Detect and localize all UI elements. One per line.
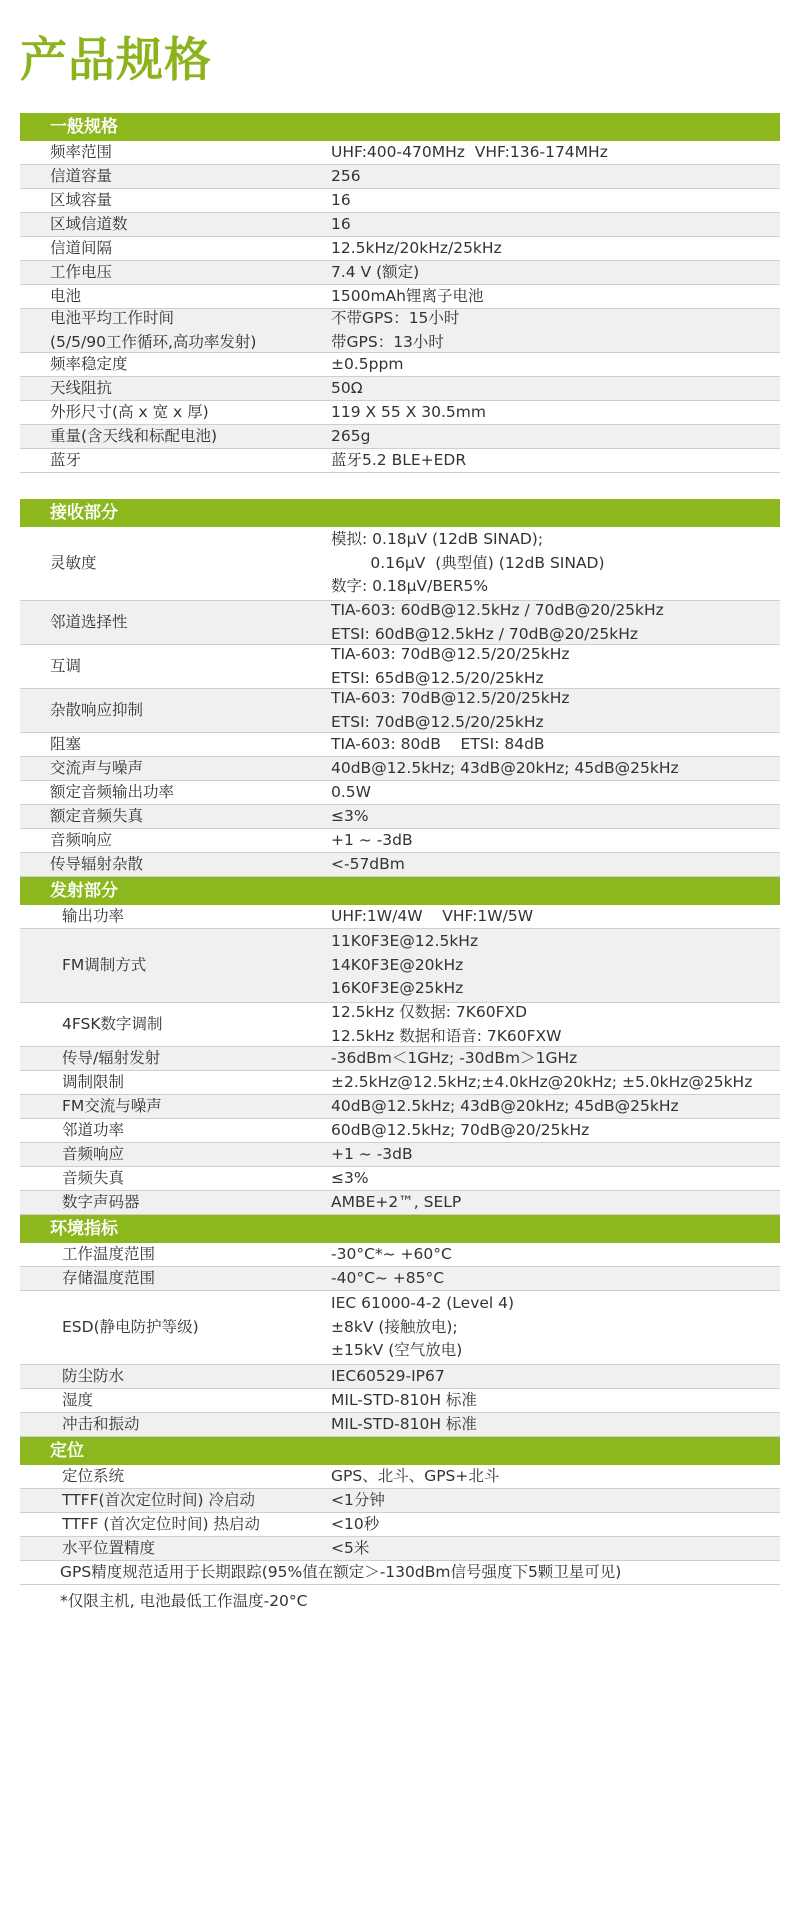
spec-value-line: 16K0F3E@25kHz	[331, 979, 464, 998]
spec-row	[20, 1291, 780, 1365]
spec-row	[20, 805, 780, 829]
spec-value-line: ±8kV (接触放电);	[331, 1317, 458, 1336]
spec-value	[331, 165, 780, 189]
spec-label	[20, 1243, 331, 1267]
spec-label-line: 音频响应	[62, 1144, 125, 1163]
spec-value-line: <-57dBm	[331, 854, 405, 873]
spec-label-line: 电池	[50, 286, 82, 305]
spec-label	[20, 1316, 331, 1340]
spec-value	[331, 1191, 780, 1215]
spec-value	[331, 733, 780, 757]
spec-value	[331, 930, 780, 1001]
spec-value-line: -36dBm＜1GHz; -30dBm＞1GHz	[331, 1048, 578, 1067]
spec-row	[20, 189, 780, 213]
spec-value	[331, 1267, 780, 1291]
spec-label	[20, 1413, 331, 1437]
spec-value	[331, 353, 780, 377]
spec-value-line: 蓝牙5.2 BLE+EDR	[331, 450, 467, 469]
spec-label	[20, 1013, 331, 1037]
spec-value-line: -40°C~ +85°C	[331, 1268, 445, 1287]
spec-value-line: MIL-STD-810H 标准	[331, 1390, 477, 1409]
spec-label	[20, 829, 331, 853]
spec-label-line: 信道容量	[50, 166, 113, 185]
spec-value	[331, 1489, 780, 1513]
spec-label	[20, 237, 331, 261]
spec-value-line: 数字: 0.18μV/BER5%	[331, 577, 489, 596]
spec-label-line: 输出功率	[62, 906, 125, 925]
section-header: 环境指标	[20, 1215, 780, 1243]
spec-label	[20, 1537, 331, 1561]
spec-label-line: 电池平均工作时间	[50, 309, 175, 327]
spec-value	[331, 189, 780, 213]
spec-label	[20, 377, 331, 401]
spec-row	[20, 1047, 780, 1071]
spec-value-line: 14K0F3E@20kHz	[331, 955, 464, 974]
spec-label-line: TTFF(首次定位时间) 冷启动	[62, 1490, 256, 1509]
spec-value	[331, 1465, 780, 1489]
spec-row	[20, 449, 780, 473]
spec-value-line: IEC60529-IP67	[331, 1366, 445, 1385]
spec-row	[20, 377, 780, 401]
spec-row	[20, 829, 780, 853]
spec-value	[331, 1537, 780, 1561]
spec-label	[20, 165, 331, 189]
spec-row	[20, 165, 780, 189]
spec-value	[331, 1095, 780, 1119]
spec-value-line: 40dB@12.5kHz; 43dB@20kHz; 45dB@25kHz	[331, 1096, 679, 1115]
spec-value-line: 16	[331, 190, 351, 209]
spec-label-line: 调制限制	[62, 1072, 125, 1091]
spec-label-line: 传导/辐射发射	[62, 1048, 161, 1067]
spec-label	[20, 261, 331, 285]
spec-row	[20, 1267, 780, 1291]
spec-value-line: ≤3%	[331, 1168, 369, 1187]
spec-label-line: 4FSK数字调制	[62, 1014, 163, 1033]
footnote: *仅限主机, 电池最低工作温度-20°C	[60, 1592, 308, 1610]
spec-row	[20, 1095, 780, 1119]
spec-value	[331, 643, 780, 690]
spec-label	[20, 1489, 331, 1513]
spec-label	[20, 1513, 331, 1537]
spec-value-line: TIA-603: 70dB@12.5/20/25kHz	[331, 645, 570, 663]
spec-row	[20, 1513, 780, 1537]
spec-value-line: <10秒	[331, 1514, 380, 1533]
spec-value-line: MIL-STD-810H 标准	[331, 1414, 477, 1433]
spec-value-line: TIA-603: 60dB@12.5kHz / 70dB@20/25kHz	[331, 601, 664, 619]
spec-label	[20, 1167, 331, 1191]
spec-label	[20, 213, 331, 237]
spec-label	[20, 1267, 331, 1291]
spec-value	[331, 905, 780, 929]
spec-label	[20, 1143, 331, 1167]
spec-label	[20, 1071, 331, 1095]
spec-label-line: 频率范围	[50, 142, 113, 161]
spec-value-line: ETSI: 70dB@12.5/20/25kHz	[331, 712, 544, 731]
spec-value-line: ETSI: 60dB@12.5kHz / 70dB@20/25kHz	[331, 624, 639, 643]
spec-label	[20, 401, 331, 425]
spec-value-line: GPS、北斗、GPS+北斗	[331, 1466, 500, 1485]
spec-label-line: 邻道选择性	[50, 612, 128, 631]
spec-row	[20, 1071, 780, 1095]
spec-value-line: 40dB@12.5kHz; 43dB@20kHz; 45dB@25kHz	[331, 758, 679, 777]
spec-label	[20, 954, 331, 978]
spec-value	[331, 1071, 780, 1095]
spec-label	[20, 353, 331, 377]
spec-value-line: ±15kV (空气放电)	[331, 1341, 463, 1360]
spec-value-line: 119 X 55 X 30.5mm	[331, 402, 486, 421]
spec-value-line: 16	[331, 214, 351, 233]
spec-value-line: +1 ~ -3dB	[331, 1144, 413, 1163]
spec-value-line: <1分钟	[331, 1490, 385, 1509]
spec-value-line: AMBE+2™, SELP	[331, 1192, 462, 1211]
spec-value	[331, 599, 780, 646]
spec-value-line: 模拟: 0.18μV (12dB SINAD);	[331, 530, 544, 549]
spec-row	[20, 929, 780, 1003]
spec-value	[331, 449, 780, 473]
spec-label	[20, 757, 331, 781]
spec-value	[331, 757, 780, 781]
spec-value	[331, 1143, 780, 1167]
spec-row	[20, 905, 780, 929]
spec-value-line: 50Ω	[331, 378, 363, 397]
spec-value	[331, 261, 780, 285]
spec-label	[20, 425, 331, 449]
spec-value-line: UHF:1W/4W VHF:1W/5W	[331, 906, 534, 925]
spec-label	[20, 285, 331, 309]
spec-value	[331, 805, 780, 829]
spec-value-line: 7.4 V (额定)	[331, 262, 420, 281]
spec-label-line: 杂散响应抑制	[50, 700, 144, 719]
spec-label	[20, 1365, 331, 1389]
spec-row	[20, 689, 780, 733]
section-spacer	[20, 473, 780, 499]
page-title: 产品规格	[20, 33, 212, 88]
spec-label	[20, 189, 331, 213]
spec-value	[331, 401, 780, 425]
spec-value-line: TIA-603: 70dB@12.5/20/25kHz	[331, 689, 570, 707]
spec-value-line: ±0.5ppm	[331, 354, 404, 373]
spec-label	[20, 1191, 331, 1215]
spec-label-line: 冲击和振动	[62, 1414, 140, 1433]
spec-value-line: 12.5kHz/20kHz/25kHz	[331, 238, 502, 257]
spec-label	[20, 1119, 331, 1143]
spec-row	[20, 237, 780, 261]
spec-row	[20, 1119, 780, 1143]
spec-label	[20, 853, 331, 877]
spec-label-line: 额定音频失真	[50, 806, 144, 825]
spec-label-line: 定位系统	[62, 1466, 125, 1485]
spec-value	[331, 307, 780, 354]
spec-label-line: FM交流与噪声	[62, 1096, 162, 1115]
spec-value-line: +1 ~ -3dB	[331, 830, 413, 849]
spec-label-line: ESD(静电防护等级)	[62, 1317, 199, 1336]
spec-value	[331, 237, 780, 261]
spec-row	[20, 261, 780, 285]
spec-label	[20, 781, 331, 805]
spec-label	[20, 655, 331, 679]
spec-value-line: 11K0F3E@12.5kHz	[331, 932, 479, 951]
spec-value-line: ±2.5kHz@12.5kHz;±4.0kHz@20kHz; ±5.0kHz@25kHz	[331, 1072, 753, 1091]
spec-value-line: <5米	[331, 1538, 370, 1557]
spec-value	[331, 687, 780, 734]
spec-row	[20, 601, 780, 645]
spec-row	[20, 141, 780, 165]
spec-value	[331, 1292, 780, 1363]
spec-value-line: 12.5kHz 数据和语音: 7K60FXW	[331, 1026, 562, 1045]
spec-row	[20, 645, 780, 689]
spec-value-line: -30°C*~ +60°C	[331, 1244, 452, 1263]
section-header: 定位	[20, 1437, 780, 1465]
spec-value	[331, 1413, 780, 1437]
spec-value-line: 256	[331, 166, 361, 185]
spec-row	[20, 1413, 780, 1437]
section-header: 接收部分	[20, 499, 780, 527]
spec-label-line: 区域容量	[50, 190, 113, 209]
spec-value-line: 不带GPS：15小时	[331, 309, 460, 327]
spec-label-line: 额定音频输出功率	[50, 782, 175, 801]
spec-label-line: 水平位置精度	[62, 1538, 156, 1557]
spec-value	[331, 1119, 780, 1143]
spec-label-line: 外形尺寸(高 x 宽 x 厚)	[50, 402, 209, 421]
spec-row	[20, 1365, 780, 1389]
spec-row	[20, 1167, 780, 1191]
spec-value	[331, 1389, 780, 1413]
spec-value-line: ETSI: 65dB@12.5/20/25kHz	[331, 668, 544, 687]
section-header: 一般规格	[20, 113, 780, 141]
spec-label-line: 阻塞	[50, 734, 82, 753]
spec-value	[331, 377, 780, 401]
spec-row	[20, 757, 780, 781]
spec-label-line: 传导辐射杂散	[50, 854, 144, 873]
spec-row	[20, 781, 780, 805]
spec-row	[20, 1389, 780, 1413]
spec-row	[20, 285, 780, 309]
spec-label	[20, 141, 331, 165]
spec-value-line: 带GPS：13小时	[331, 332, 444, 351]
spec-row	[20, 1489, 780, 1513]
spec-row	[20, 1537, 780, 1561]
spec-label-line: 互调	[50, 656, 82, 675]
spec-label-line: 音频失真	[62, 1168, 125, 1187]
spec-label-line: (5/5/90工作循环,高功率发射)	[50, 332, 257, 351]
spec-row	[20, 425, 780, 449]
spec-value-line: ≤3%	[331, 806, 369, 825]
spec-label-line: 重量(含天线和标配电池)	[50, 426, 218, 445]
spec-label-line: 邻道功率	[62, 1120, 125, 1139]
spec-value-line: 0.5W	[331, 782, 371, 801]
spec-label-line: 信道间隔	[50, 238, 113, 257]
spec-value-line: 12.5kHz 仅数据: 7K60FXD	[331, 1003, 528, 1021]
spec-label-line: 区域信道数	[50, 214, 128, 233]
spec-label	[20, 905, 331, 929]
spec-label	[20, 699, 331, 723]
spec-row	[20, 309, 780, 353]
spec-label	[20, 805, 331, 829]
spec-label-line: TTFF (首次定位时间) 热启动	[62, 1514, 260, 1533]
spec-label	[20, 733, 331, 757]
spec-label-line: 蓝牙	[50, 450, 82, 469]
spec-row	[20, 401, 780, 425]
spec-value-line: IEC 61000-4-2 (Level 4)	[331, 1294, 515, 1313]
spec-note: GPS精度规范适用于长期跟踪(95%值在额定＞-130dBm信号强度下5颗卫星可见)	[60, 1562, 622, 1581]
spec-value	[331, 1243, 780, 1267]
spec-label	[20, 1095, 331, 1119]
spec-label-line: 交流声与噪声	[50, 758, 144, 777]
spec-row	[20, 733, 780, 757]
spec-value-line: 0.16μV (典型值) (12dB SINAD)	[331, 553, 605, 572]
spec-value-line: UHF:400-470MHz VHF:136-174MHz	[331, 142, 608, 161]
spec-label-line: 灵敏度	[50, 553, 97, 572]
spec-label	[20, 449, 331, 473]
spec-value	[331, 1513, 780, 1537]
spec-row	[20, 527, 780, 601]
spec-value	[331, 1365, 780, 1389]
spec-value-line: 1500mAh锂离子电池	[331, 286, 484, 305]
spec-label-line: 音频响应	[50, 830, 113, 849]
spec-label-line: 天线阻抗	[50, 378, 113, 397]
spec-value	[331, 1047, 780, 1071]
spec-label-line: 防尘防水	[62, 1366, 125, 1385]
spec-value-line: 265g	[331, 426, 371, 445]
spec-row	[20, 353, 780, 377]
section-header: 发射部分	[20, 877, 780, 905]
spec-label	[20, 611, 331, 635]
spec-value-line: TIA-603: 80dB ETSI: 84dB	[331, 734, 545, 753]
spec-label-line: FM调制方式	[62, 955, 147, 974]
spec-label	[20, 307, 331, 354]
spec-label	[20, 552, 331, 576]
spec-label	[20, 1465, 331, 1489]
spec-label-line: 工作温度范围	[62, 1244, 156, 1263]
spec-value	[331, 213, 780, 237]
spec-value	[331, 781, 780, 805]
spec-value	[331, 141, 780, 165]
spec-label-line: 频率稳定度	[50, 354, 128, 373]
spec-label	[20, 1047, 331, 1071]
spec-label	[20, 1389, 331, 1413]
spec-label-line: 存储温度范围	[62, 1268, 156, 1287]
spec-row	[20, 1561, 780, 1585]
spec-value	[331, 285, 780, 309]
spec-value	[331, 425, 780, 449]
spec-row	[20, 213, 780, 237]
spec-label-line: 工作电压	[50, 262, 113, 281]
spec-value-line: 60dB@12.5kHz; 70dB@20/25kHz	[331, 1120, 590, 1139]
spec-label-line: 湿度	[62, 1390, 94, 1409]
spec-label-line: 数字声码器	[62, 1192, 140, 1211]
spec-table	[20, 113, 780, 1613]
spec-row	[20, 1143, 780, 1167]
spec-row	[20, 1465, 780, 1489]
spec-row	[20, 1243, 780, 1267]
spec-value	[331, 1001, 780, 1048]
spec-value	[331, 528, 780, 599]
spec-row	[20, 1003, 780, 1047]
spec-value	[331, 853, 780, 877]
spec-value	[331, 829, 780, 853]
spec-value	[331, 1167, 780, 1191]
spec-row	[20, 853, 780, 877]
spec-row	[20, 1191, 780, 1215]
